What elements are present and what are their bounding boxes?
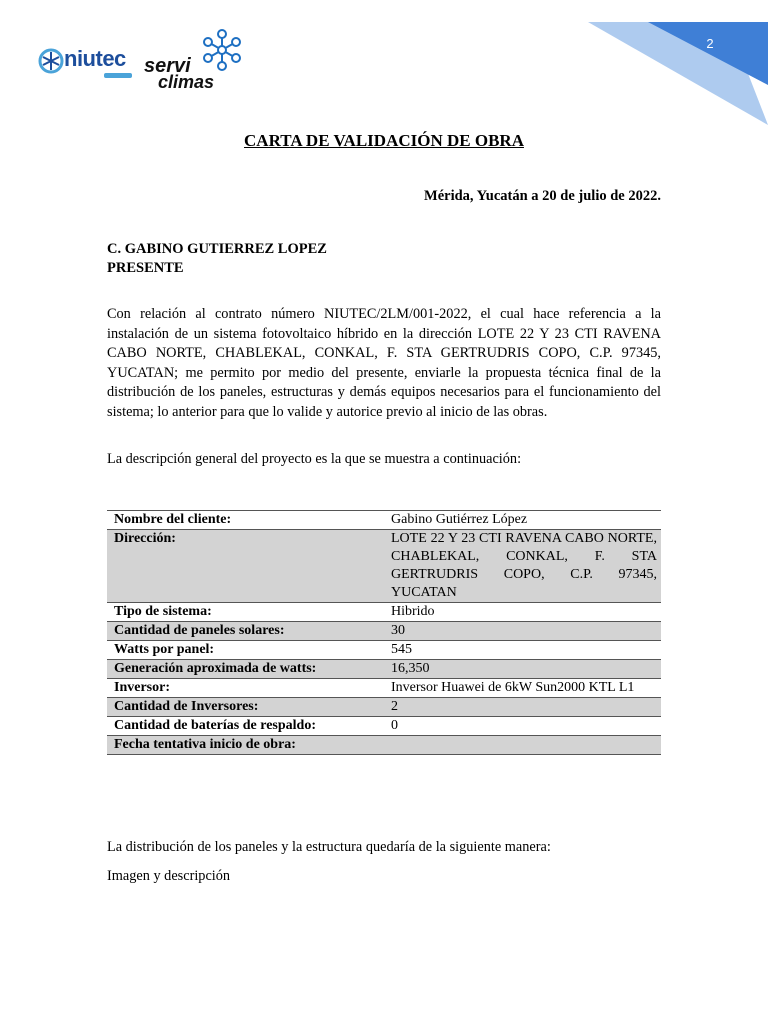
body-paragraph: Con relación al contrato número NIUTEC/2LM/001-2022, el cual hace referencia a la instalación de un sistema fotovoltaico híbrido en la dirección LOTE 22 Y 23 CTI RAVENA CABO NORTE, CHABLEKAL, CONKAL, F. STA GERTRUDRIS COPO, C.P. 97345, YUCATAN; me permito por medio del presente, enviarle la propuesta técnica final de la distribución de los paneles, estructuras y demás equipos necesarios para el funcionamiento del sistema; lo anterior para que lo valide y autorice previo al inicio de las obras.: [107, 306, 661, 420]
niutec-wordmark: niutec: [64, 46, 126, 71]
document-date: Mérida, Yucatán a 20 de julio de 2022.: [424, 188, 661, 204]
image-description-text: Imagen y descripción: [107, 868, 231, 884]
row-value: Hibrido: [384, 603, 661, 622]
servi-wordmark: servi: [144, 55, 191, 77]
row-value: 16,350: [384, 660, 661, 679]
project-table: [107, 510, 661, 755]
table-row: [107, 660, 661, 679]
table-row: [107, 641, 661, 660]
row-value: LOTE 22 Y 23 CTI RAVENA CABO NORTE, CHABLEKAL, CONKAL, F. STA GERTRUDRIS COPO, C.P. 97345, YUCATAN: [384, 530, 661, 603]
climas-wordmark: climas: [158, 72, 215, 92]
corner-decoration: [588, 0, 768, 130]
document-title: CARTA DE VALIDACIÓN DE OBRA: [244, 131, 524, 150]
niutec-logo: [38, 46, 134, 86]
table-row: [107, 530, 661, 603]
row-label: Watts por panel:: [107, 641, 384, 660]
row-value: [384, 736, 661, 755]
snowflake-icon: [38, 48, 64, 74]
row-value: 0: [384, 717, 661, 736]
row-label: Cantidad de baterías de respaldo:: [107, 717, 384, 736]
recipient-name: C. GABINO GUTIERREZ LOPEZ: [107, 241, 327, 257]
row-label: Tipo de sistema:: [107, 603, 384, 622]
table-row: [107, 622, 661, 641]
serviclimas-logo: [144, 28, 248, 90]
row-value: 2: [384, 698, 661, 717]
table-row: [107, 679, 661, 698]
row-label: Fecha tentativa inicio de obra:: [107, 736, 384, 755]
recipient-block: [107, 240, 327, 278]
table-row: [107, 736, 661, 755]
snowflake-icon: [200, 28, 244, 72]
row-label: Dirección:: [107, 530, 384, 603]
page-number: 2: [706, 36, 714, 51]
row-label: Nombre del cliente:: [107, 511, 384, 530]
recipient-presente: PRESENTE: [107, 260, 184, 276]
row-label: Cantidad de Inversores:: [107, 698, 384, 717]
distribution-text: La distribución de los paneles y la estructura quedaría de la siguiente manera:: [107, 839, 551, 855]
row-label: Inversor:: [107, 679, 384, 698]
table-row: [107, 698, 661, 717]
row-value: 30: [384, 622, 661, 641]
table-row: [107, 717, 661, 736]
row-value: Inversor Huawei de 6kW Sun2000 KTL L1: [384, 679, 661, 698]
intro-text: La descripción general del proyecto es la que se muestra a continuación:: [107, 451, 522, 467]
row-label: Cantidad de paneles solares:: [107, 622, 384, 641]
row-label: Generación aproximada de watts:: [107, 660, 384, 679]
row-value: 545: [384, 641, 661, 660]
niutec-underline: [104, 73, 132, 78]
row-value: Gabino Gutiérrez López: [384, 511, 661, 530]
header-logos: [38, 28, 248, 92]
table-row: [107, 511, 661, 530]
table-row: [107, 603, 661, 622]
